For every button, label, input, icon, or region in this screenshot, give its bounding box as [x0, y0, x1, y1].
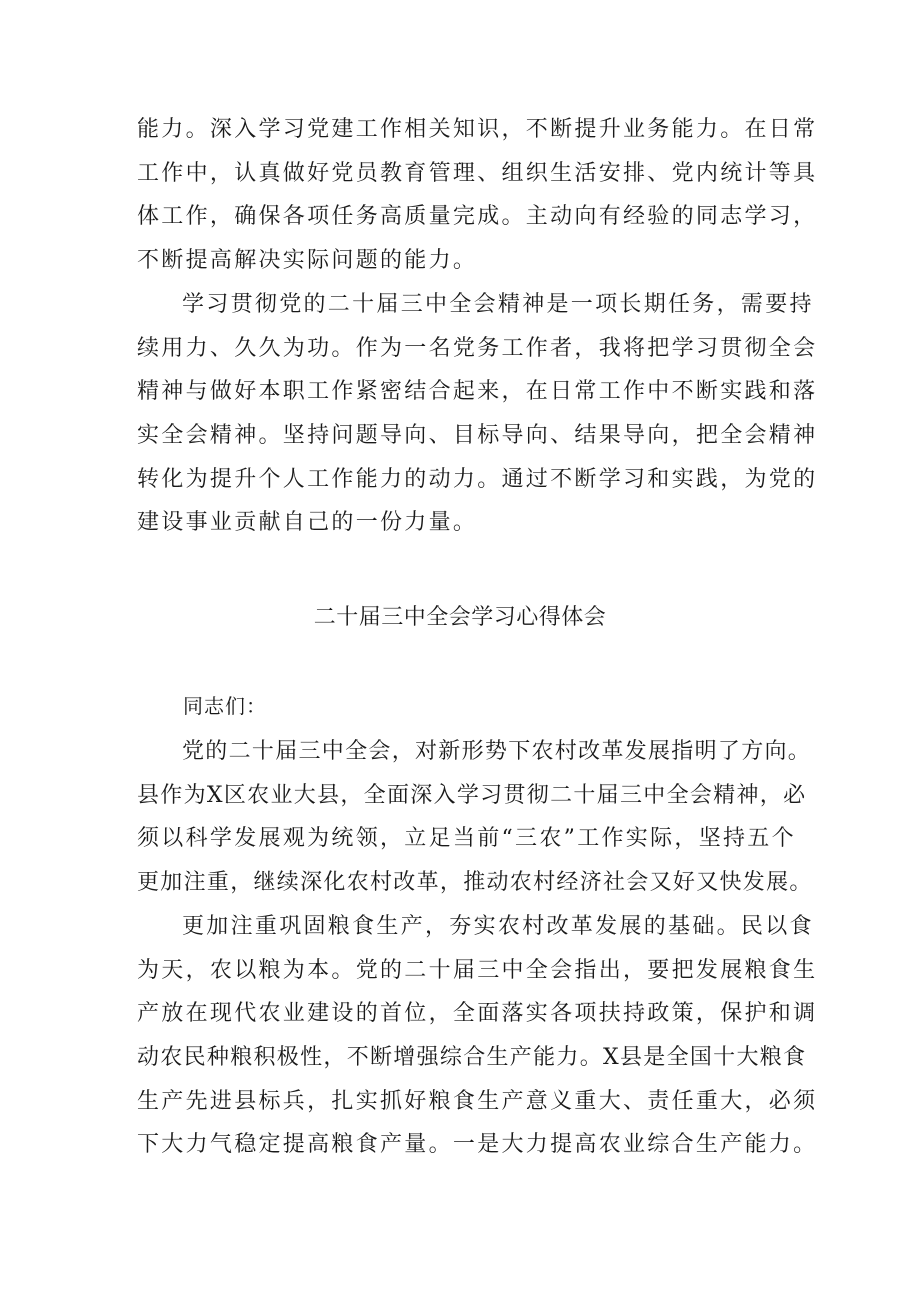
paragraph-continuation [137, 108, 818, 283]
paragraph-grain-production [137, 905, 818, 1167]
text-line: 党的二十届三中全会，对新形势下农村改革发展指明了方向。 [182, 739, 812, 764]
text-line: 实全会精神。坚持问题导向、目标导向、结果导向，把全会精神 [137, 423, 818, 449]
paragraph-commitment [137, 283, 818, 545]
text-line: 动农民种粮积极性，不断增强综合生产能力。X县是全国十大粮食 [137, 1045, 807, 1071]
text-line: 工作中，认真做好党员教育管理、组织生活安排、党内统计等具 [137, 160, 818, 186]
paragraph-intro [137, 730, 813, 905]
text-line: 学习贯彻党的二十届三中全会精神是一项长期任务，需要持 [182, 292, 814, 317]
text-line: 体工作，确保各项任务高质量完成。主动向有经验的同志学习， [137, 204, 818, 230]
text-line: 不断提高解决实际问题的能力。 [137, 248, 478, 274]
document-title: 二十届三中全会学习心得体会 [313, 605, 607, 630]
text-line: 更加注重，继续深化农村改革，推动农村经济社会又好又快发展。 [137, 870, 813, 896]
text-line: 为天，农以粮为本。党的二十届三中全会指出，要把发展粮食生 [137, 957, 818, 983]
text-line: 产放在现代农业建设的首位，全面落实各项扶持政策，保护和调 [137, 1001, 818, 1027]
text-line: 续用力、久久为功。作为一名党务工作者，我将把学习贯彻全会 [137, 335, 818, 361]
text-line: 转化为提升个人工作能力的动力。通过不断学习和实践，为党的 [137, 466, 818, 492]
text-line: 更加注重巩固粮食生产，夯实农村改革发展的基础。民以食 [182, 914, 814, 939]
text-line: 能力。深入学习党建工作相关知识，不断提升业务能力。在日常 [137, 117, 818, 142]
salutation: 同志们： [183, 694, 267, 718]
text-line: 生产先进县标兵，扎实抓好粮食生产意义重大、责任重大，必须 [137, 1088, 818, 1114]
text-line: 下大力气稳定提高粮食产量。一是大力提高农业综合生产能力。 [137, 1132, 818, 1158]
text-line: 须以科学发展观为统领，立足当前“三农”工作实际，坚持五个 [137, 826, 796, 852]
text-line: 精神与做好本职工作紧密结合起来，在日常工作中不断实践和落 [137, 379, 818, 405]
text-line: 县作为X区农业大县，全面深入学习贯彻二十届三中全会精神，必 [137, 782, 807, 808]
text-line: 建设事业贡献自己的一份力量。 [137, 510, 478, 536]
